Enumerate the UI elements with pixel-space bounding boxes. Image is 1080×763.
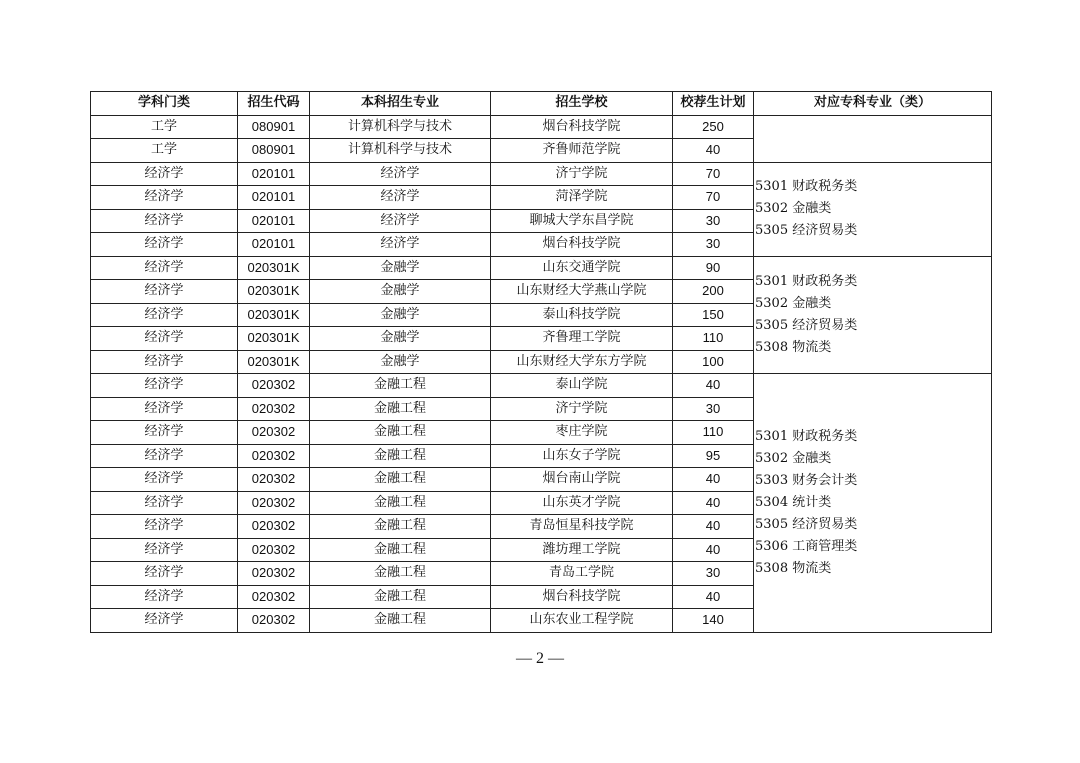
related-majors-cell bbox=[754, 162, 992, 256]
quota-cell: 200 bbox=[673, 280, 754, 304]
school-cell: 烟台南山学院 bbox=[491, 468, 673, 492]
major-cell: 经济学 bbox=[310, 209, 491, 233]
discipline-cell: 经济学 bbox=[91, 421, 238, 445]
header-discipline: 学科门类 bbox=[91, 92, 238, 116]
discipline-cell: 经济学 bbox=[91, 327, 238, 351]
code-cell: 020101 bbox=[238, 209, 310, 233]
discipline-cell: 经济学 bbox=[91, 397, 238, 421]
major-cell: 金融工程 bbox=[310, 609, 491, 633]
school-cell: 济宁学院 bbox=[491, 397, 673, 421]
discipline-cell: 经济学 bbox=[91, 256, 238, 280]
quota-cell: 70 bbox=[673, 162, 754, 186]
quota-cell: 40 bbox=[673, 585, 754, 609]
related-major-item: 5302 金融类 bbox=[755, 201, 832, 216]
discipline-cell: 经济学 bbox=[91, 186, 238, 210]
code-cell: 020301K bbox=[238, 280, 310, 304]
major-cell: 金融工程 bbox=[310, 562, 491, 586]
table-row bbox=[91, 374, 992, 398]
school-cell: 山东交通学院 bbox=[491, 256, 673, 280]
major-cell: 金融学 bbox=[310, 350, 491, 374]
quota-cell: 90 bbox=[673, 256, 754, 280]
major-cell: 金融工程 bbox=[310, 397, 491, 421]
quota-cell: 250 bbox=[673, 115, 754, 139]
discipline-cell: 经济学 bbox=[91, 303, 238, 327]
header-school: 招生学校 bbox=[491, 92, 673, 116]
quota-cell: 40 bbox=[673, 491, 754, 515]
quota-cell: 40 bbox=[673, 468, 754, 492]
code-cell: 020302 bbox=[238, 585, 310, 609]
major-cell: 金融工程 bbox=[310, 468, 491, 492]
school-cell: 青岛工学院 bbox=[491, 562, 673, 586]
quota-cell: 30 bbox=[673, 233, 754, 257]
code-cell: 020302 bbox=[238, 468, 310, 492]
quota-cell: 30 bbox=[673, 209, 754, 233]
school-cell: 泰山科技学院 bbox=[491, 303, 673, 327]
code-cell: 020101 bbox=[238, 233, 310, 257]
discipline-cell: 经济学 bbox=[91, 468, 238, 492]
discipline-cell: 经济学 bbox=[91, 538, 238, 562]
header-related-majors: 对应专科专业（类） bbox=[754, 92, 992, 116]
code-cell: 020302 bbox=[238, 397, 310, 421]
quota-cell: 40 bbox=[673, 515, 754, 539]
related-major-item: 5301 财政税务类 bbox=[755, 428, 858, 444]
code-cell: 020302 bbox=[238, 515, 310, 539]
school-cell: 齐鲁理工学院 bbox=[491, 327, 673, 351]
code-cell: 080901 bbox=[238, 115, 310, 139]
major-cell: 计算机科学与技术 bbox=[310, 139, 491, 163]
table-header-row bbox=[91, 92, 992, 116]
discipline-cell: 经济学 bbox=[91, 162, 238, 186]
related-majors-cell bbox=[754, 256, 992, 374]
major-cell: 经济学 bbox=[310, 233, 491, 257]
school-cell: 菏泽学院 bbox=[491, 186, 673, 210]
quota-cell: 95 bbox=[673, 444, 754, 468]
quota-cell: 40 bbox=[673, 538, 754, 562]
quota-cell: 140 bbox=[673, 609, 754, 633]
code-cell: 020301K bbox=[238, 256, 310, 280]
school-cell: 枣庄学院 bbox=[491, 421, 673, 445]
discipline-cell: 经济学 bbox=[91, 350, 238, 374]
code-cell: 080901 bbox=[238, 139, 310, 163]
code-cell: 020302 bbox=[238, 538, 310, 562]
school-cell: 青岛恒星科技学院 bbox=[491, 515, 673, 539]
discipline-cell: 经济学 bbox=[91, 585, 238, 609]
major-cell: 金融工程 bbox=[310, 585, 491, 609]
school-cell: 济宁学院 bbox=[491, 162, 673, 186]
related-major-item: 5303 财务会计类 bbox=[755, 472, 858, 488]
quota-cell: 110 bbox=[673, 327, 754, 351]
school-cell: 山东女子学院 bbox=[491, 444, 673, 468]
major-cell: 计算机科学与技术 bbox=[310, 115, 491, 139]
major-cell: 金融工程 bbox=[310, 374, 491, 398]
discipline-cell: 经济学 bbox=[91, 515, 238, 539]
related-major-item: 5302 金融类 bbox=[755, 450, 832, 466]
major-cell: 金融工程 bbox=[310, 491, 491, 515]
school-cell: 聊城大学东昌学院 bbox=[491, 209, 673, 233]
code-cell: 020302 bbox=[238, 609, 310, 633]
table-row bbox=[91, 162, 992, 186]
discipline-cell: 经济学 bbox=[91, 562, 238, 586]
related-major-item: 5305 经济贸易类 bbox=[755, 317, 858, 333]
discipline-cell: 经济学 bbox=[91, 209, 238, 233]
related-major-item: 5305 经济贸易类 bbox=[755, 223, 858, 238]
related-majors-cell bbox=[754, 374, 992, 633]
related-major-item: 5308 物流类 bbox=[755, 339, 832, 355]
related-major-item: 5302 金融类 bbox=[755, 295, 832, 311]
header-quota: 校荐生计划 bbox=[673, 92, 754, 116]
related-major-item: 5301 财政税务类 bbox=[755, 179, 858, 194]
major-cell: 金融学 bbox=[310, 256, 491, 280]
school-cell: 山东英才学院 bbox=[491, 491, 673, 515]
discipline-cell: 经济学 bbox=[91, 233, 238, 257]
related-major-item: 5308 物流类 bbox=[755, 560, 832, 576]
school-cell: 山东财经大学东方学院 bbox=[491, 350, 673, 374]
page-number: — 2 — bbox=[516, 650, 564, 667]
major-cell: 金融学 bbox=[310, 280, 491, 304]
quota-cell: 30 bbox=[673, 562, 754, 586]
table-row bbox=[91, 115, 992, 139]
school-cell: 烟台科技学院 bbox=[491, 585, 673, 609]
code-cell: 020101 bbox=[238, 186, 310, 210]
code-cell: 020302 bbox=[238, 562, 310, 586]
school-cell: 齐鲁师范学院 bbox=[491, 139, 673, 163]
major-cell: 金融工程 bbox=[310, 515, 491, 539]
code-cell: 020301K bbox=[238, 350, 310, 374]
discipline-cell: 工学 bbox=[91, 115, 238, 139]
enrollment-table bbox=[90, 91, 992, 633]
code-cell: 020302 bbox=[238, 421, 310, 445]
code-cell: 020301K bbox=[238, 303, 310, 327]
related-majors-cell bbox=[754, 115, 992, 162]
quota-cell: 100 bbox=[673, 350, 754, 374]
code-cell: 020302 bbox=[238, 491, 310, 515]
header-major: 本科招生专业 bbox=[310, 92, 491, 116]
table-row bbox=[91, 256, 992, 280]
related-major-item: 5306 工商管理类 bbox=[755, 538, 858, 554]
school-cell: 山东农业工程学院 bbox=[491, 609, 673, 633]
code-cell: 020302 bbox=[238, 374, 310, 398]
discipline-cell: 经济学 bbox=[91, 609, 238, 633]
discipline-cell: 经济学 bbox=[91, 491, 238, 515]
related-major-item: 5304 统计类 bbox=[755, 494, 832, 510]
quota-cell: 40 bbox=[673, 374, 754, 398]
table-body bbox=[91, 115, 992, 632]
school-cell: 泰山学院 bbox=[491, 374, 673, 398]
major-cell: 金融学 bbox=[310, 303, 491, 327]
discipline-cell: 经济学 bbox=[91, 444, 238, 468]
discipline-cell: 工学 bbox=[91, 139, 238, 163]
major-cell: 金融学 bbox=[310, 327, 491, 351]
major-cell: 经济学 bbox=[310, 162, 491, 186]
quota-cell: 40 bbox=[673, 139, 754, 163]
school-cell: 烟台科技学院 bbox=[491, 233, 673, 257]
code-cell: 020301K bbox=[238, 327, 310, 351]
quota-cell: 150 bbox=[673, 303, 754, 327]
related-major-item: 5305 经济贸易类 bbox=[755, 516, 858, 532]
code-cell: 020302 bbox=[238, 444, 310, 468]
quota-cell: 110 bbox=[673, 421, 754, 445]
major-cell: 金融工程 bbox=[310, 538, 491, 562]
major-cell: 经济学 bbox=[310, 186, 491, 210]
major-cell: 金融工程 bbox=[310, 421, 491, 445]
school-cell: 山东财经大学燕山学院 bbox=[491, 280, 673, 304]
header-code: 招生代码 bbox=[238, 92, 310, 116]
quota-cell: 70 bbox=[673, 186, 754, 210]
school-cell: 潍坊理工学院 bbox=[491, 538, 673, 562]
code-cell: 020101 bbox=[238, 162, 310, 186]
quota-cell: 30 bbox=[673, 397, 754, 421]
related-major-item: 5301 财政税务类 bbox=[755, 273, 858, 289]
major-cell: 金融工程 bbox=[310, 444, 491, 468]
discipline-cell: 经济学 bbox=[91, 374, 238, 398]
school-cell: 烟台科技学院 bbox=[491, 115, 673, 139]
discipline-cell: 经济学 bbox=[91, 280, 238, 304]
